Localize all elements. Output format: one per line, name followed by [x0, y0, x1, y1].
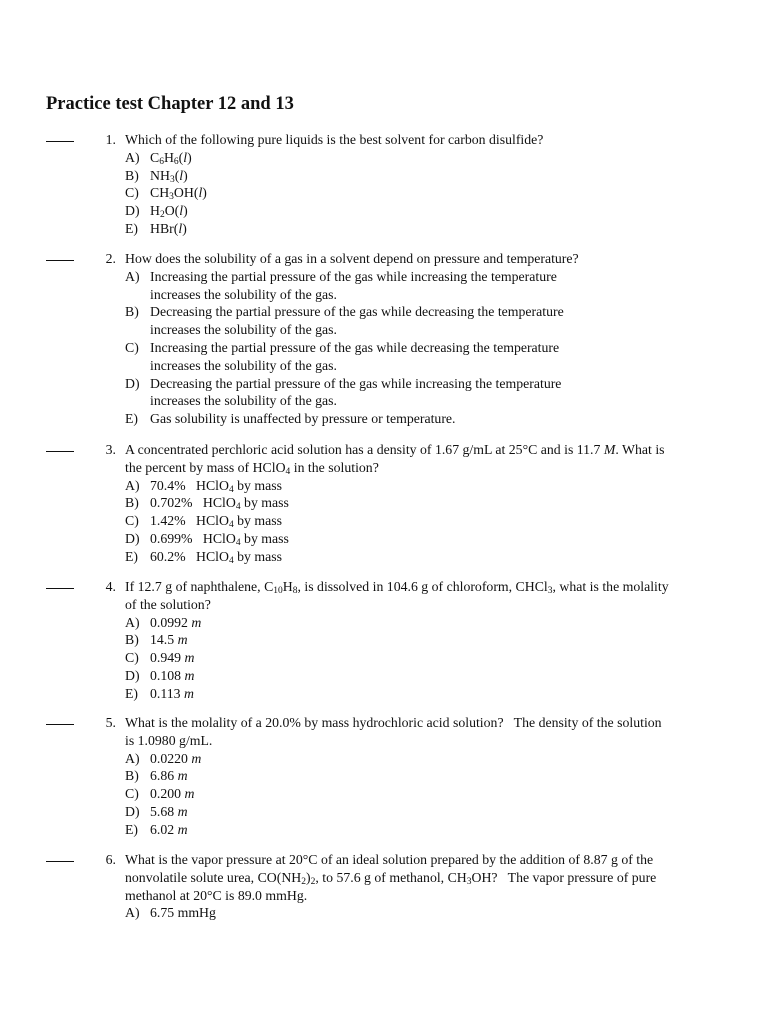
option-text — [150, 149, 192, 167]
answer-option — [125, 303, 745, 339]
question-number: 1. — [105, 132, 116, 147]
option-letter: B) — [125, 495, 139, 511]
option-text-line: increases the solubility of the gas. — [150, 322, 337, 338]
option-letter: B) — [125, 167, 139, 183]
option-text-line: increases the solubility of the gas. — [150, 357, 337, 373]
option-text — [150, 202, 188, 220]
option-text — [150, 410, 456, 428]
option-letter: C) — [125, 513, 139, 529]
option-text — [150, 220, 187, 238]
option-text — [150, 785, 194, 803]
question-number: 6. — [105, 852, 116, 867]
question-text-line: Which of the following pure liquids is the best solvent for carbon disulfide? — [125, 132, 544, 147]
answer-option — [125, 667, 745, 685]
question-text-line: If 12.7 g of naphthalene, $C_{10}H_8$, is dissolved in 104.6 g of chloroform, CHCl$_3$, what is the molality — [125, 579, 669, 596]
answer-option — [125, 494, 745, 512]
option-letter: A) — [125, 149, 140, 165]
option-letter: A) — [125, 905, 140, 921]
answer-option — [125, 410, 745, 428]
option-text-line: Decreasing the partial pressure of the gas while increasing the temperature — [150, 375, 562, 391]
option-letter: B) — [125, 304, 139, 320]
option-text — [150, 614, 201, 632]
option-text-line: Increasing the partial pressure of the gas while decreasing the temperature — [150, 340, 560, 355]
option-letter: E) — [125, 411, 139, 427]
option-letter: A) — [125, 268, 140, 284]
question-number: 2. — [105, 251, 116, 266]
option-text-line: 60.2% HClO$_4$ by mass — [150, 548, 282, 566]
question-text-line: of the solution? — [125, 596, 211, 612]
option-text-line: Decreasing the partial pressure of the gas while decreasing the temperature — [150, 304, 564, 320]
option-text — [150, 750, 201, 768]
option-text — [150, 767, 188, 785]
answer-option — [125, 220, 745, 238]
option-text — [150, 268, 557, 304]
option-text-line: 0.200 m — [150, 786, 195, 802]
answer-option — [125, 202, 745, 220]
option-text-line: $CH_3OH(l)$ — [150, 185, 207, 203]
option-letter: A) — [125, 614, 140, 630]
answer-option — [125, 685, 745, 703]
answer-option — [125, 803, 745, 821]
option-text — [150, 339, 559, 375]
option-text — [150, 685, 194, 703]
option-text — [150, 821, 188, 839]
question-number: 4. — [105, 579, 116, 594]
option-text — [150, 303, 564, 339]
option-text-line: 14.5 m — [150, 632, 188, 648]
option-letter: A) — [125, 477, 140, 493]
question-text-line: What is the vapor pressure at 20°C of an ideal solution prepared by the addition of 8.87 g of the — [125, 852, 654, 867]
answer-blank[interactable] — [46, 588, 74, 589]
question-text — [125, 714, 730, 750]
option-text-line: 6.86 m — [150, 768, 188, 784]
answer-option — [125, 375, 745, 411]
answer-option — [125, 268, 745, 304]
answer-option — [125, 614, 745, 632]
question-text-line: nonvolatile solute urea, $CO(NH_2)_2$, to 57.6 g of methanol, $CH_3OH$? The vapor pressure of pure — [125, 869, 657, 887]
option-letter: C) — [125, 786, 139, 802]
question-text — [125, 441, 730, 477]
answer-option — [125, 477, 745, 495]
option-text-line: 0.0220 m — [150, 750, 202, 766]
answer-blank[interactable] — [46, 141, 74, 142]
option-text-line: 0.949 m — [150, 650, 195, 666]
question-text — [125, 851, 730, 904]
option-text-line: 1.42% HClO$_4$ by mass — [150, 513, 282, 531]
option-letter: E) — [125, 221, 139, 236]
option-text-line: Increasing the partial pressure of the gas while increasing the temperature — [150, 268, 557, 284]
question-text — [125, 131, 730, 149]
option-text-line: increases the solubility of the gas. — [150, 286, 337, 302]
option-letter: D) — [125, 668, 140, 683]
option-text — [150, 375, 561, 411]
option-text — [150, 512, 282, 530]
answer-option — [125, 750, 745, 768]
answer-option — [125, 512, 745, 530]
option-letter: A) — [125, 750, 140, 766]
option-letter: E) — [125, 548, 139, 564]
option-text — [150, 530, 289, 548]
answer-option — [125, 167, 745, 185]
option-text-line: HBr(l) — [150, 221, 187, 236]
option-text — [150, 904, 216, 922]
answer-blank[interactable] — [46, 861, 74, 862]
answer-option — [125, 631, 745, 649]
option-text-line: $H_2O(l)$ — [150, 203, 188, 221]
answer-option — [125, 339, 745, 375]
option-text-line: 0.0992 m — [150, 614, 202, 630]
question-text-line: methanol at 20°C is 89.0 mmHg. — [125, 887, 308, 903]
option-letter: C) — [125, 185, 139, 201]
question-text-line: the percent by mass of HClO$_4$ in the solution? — [125, 459, 379, 477]
answer-blank[interactable] — [46, 260, 74, 261]
page-title: Practice test Chapter 12 and 13 — [46, 94, 294, 114]
answer-option — [125, 767, 745, 785]
option-text — [150, 548, 282, 566]
option-text-line: $C_6H_6(l)$ — [150, 149, 192, 167]
option-letter: D) — [125, 804, 140, 819]
option-text-line: Gas solubility is unaffected by pressure or temperature. — [150, 411, 456, 427]
answer-option — [125, 904, 745, 922]
option-text-line: 70.4% HClO$_4$ by mass — [150, 477, 282, 495]
answer-blank[interactable] — [46, 451, 74, 452]
option-letter: B) — [125, 632, 139, 648]
answer-option — [125, 785, 745, 803]
answer-option — [125, 149, 745, 167]
option-letter: E) — [125, 821, 139, 837]
option-text — [150, 667, 194, 685]
answer-blank[interactable] — [46, 724, 74, 725]
option-text — [150, 631, 188, 649]
option-letter: C) — [125, 650, 139, 666]
option-letter: D) — [125, 203, 140, 219]
question-text-line: How does the solubility of a gas in a solvent depend on pressure and temperature? — [125, 251, 579, 266]
option-letter: C) — [125, 340, 139, 355]
option-text-line: 0.699% HClO$_4$ by mass — [150, 531, 289, 548]
answer-option — [125, 184, 745, 202]
option-letter: D) — [125, 375, 140, 391]
question-number: 3. — [105, 442, 116, 457]
option-text-line: 6.02 m — [150, 821, 188, 837]
question-number: 5. — [105, 715, 116, 730]
option-text-line: $NH_3(l)$ — [150, 167, 188, 185]
option-text-line: 6.75 mmHg — [150, 905, 216, 921]
option-text — [150, 184, 207, 202]
question-text-line: A concentrated perchloric acid solution has a density of 1.67 g/mL at 25°C and is 11.7 M. What is — [125, 442, 665, 457]
question-text — [125, 250, 730, 268]
option-text-line: 5.68 m — [150, 804, 188, 819]
option-text-line: 0.702% HClO$_4$ by mass — [150, 495, 289, 513]
option-text-line: 0.113 m — [150, 685, 194, 701]
option-text — [150, 477, 282, 495]
option-text — [150, 494, 289, 512]
option-text — [150, 803, 188, 821]
question-text — [125, 578, 730, 614]
answer-option — [125, 548, 745, 566]
option-text-line: 0.108 m — [150, 668, 195, 683]
answer-option — [125, 530, 745, 548]
option-letter: D) — [125, 531, 140, 546]
question-text-line: is 1.0980 g/mL. — [125, 732, 213, 748]
answer-option — [125, 821, 745, 839]
option-text-line: increases the solubility of the gas. — [150, 393, 337, 409]
option-letter: B) — [125, 768, 139, 784]
question-text-line: What is the molality of a 20.0% by mass hydrochloric acid solution? The density of the solution — [125, 715, 662, 730]
option-letter: E) — [125, 685, 139, 701]
option-text — [150, 649, 194, 667]
option-text — [150, 167, 188, 185]
answer-option — [125, 649, 745, 667]
